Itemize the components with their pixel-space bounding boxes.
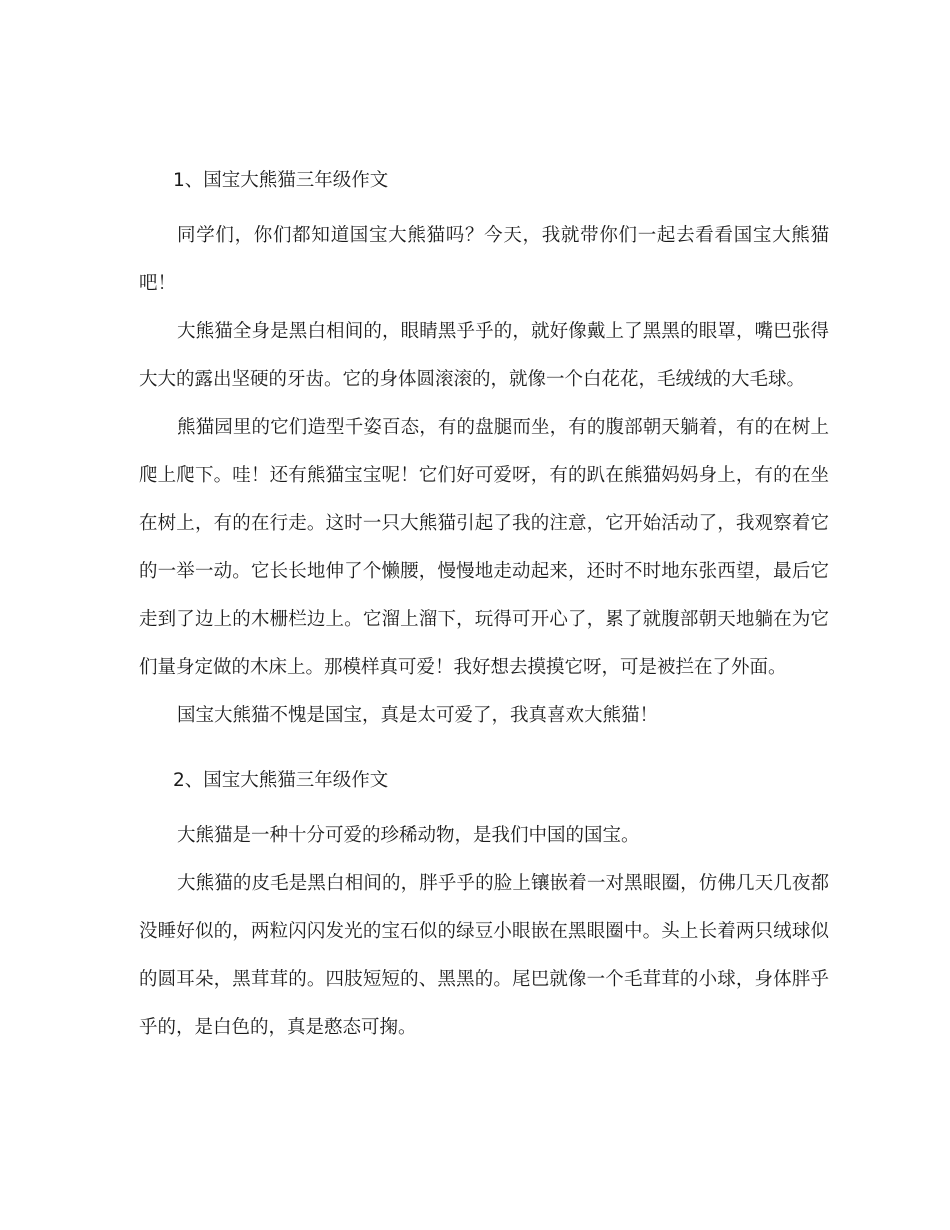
essay-paragraph: 大熊猫的皮毛是黑白相间的，胖乎乎的脸上镶嵌着一对黑眼圈，仿佛几天几夜都没睡好似的，两粒闪闪发光的宝石似的绿豆小眼嵌在黑眼圈中。头上长着两只绒球似的圆耳朵，黑茸茸的。四肢短短的、黑黑的。尾巴就像一个毛茸茸的小球，身体胖乎乎的，是白色的，真是憨态可掬。 — [139, 873, 829, 1038]
essay-paragraph: 同学们，你们都知道国宝大熊猫吗？今天，我就带你们一起去看看国宝大熊猫吧！ — [139, 225, 829, 294]
essay-1 — [139, 164, 829, 740]
essay-paragraph: 国宝大熊猫不愧是国宝，真是太可爱了，我真喜欢大熊猫！ — [177, 705, 659, 726]
essay-heading: 1、国宝大熊猫三年级作文 — [173, 170, 389, 191]
essay-paragraph: 大熊猫是一种十分可爱的珍稀动物，是我们中国的国宝。 — [177, 825, 640, 846]
essay-paragraph: 大熊猫全身是黑白相间的，眼睛黑乎乎的，就好像戴上了黑黑的眼罩，嘴巴张得大大的露出坚硬的牙齿。它的身体圆滚滚的，就像一个白花花，毛绒绒的大毛球。 — [139, 321, 829, 390]
essay-2 — [139, 764, 829, 1052]
essay-heading: 2、国宝大熊猫三年级作文 — [173, 770, 389, 791]
essay-paragraph: 熊猫园里的它们造型千姿百态，有的盘腿而坐，有的腹部朝天躺着，有的在树上爬上爬下。哇！还有熊猫宝宝呢！它们好可爱呀，有的趴在熊猫妈妈身上，有的在坐在树上，有的在行走。这时一只大熊猫引起了我的注意，它开始活动了，我观察着它的一举一动。它长长地伸了个懒腰，慢慢地走动起来，还时不时地东张西望，最后它走到了边上的木栅栏边上。它溜上溜下，玩得可开心了，累了就腹部朝天地躺在为它们量身定做的木床上。那模样真可爱！我好想去摸摸它呀，可是被拦在了外面。 — [139, 417, 829, 678]
document-body — [139, 164, 829, 1052]
